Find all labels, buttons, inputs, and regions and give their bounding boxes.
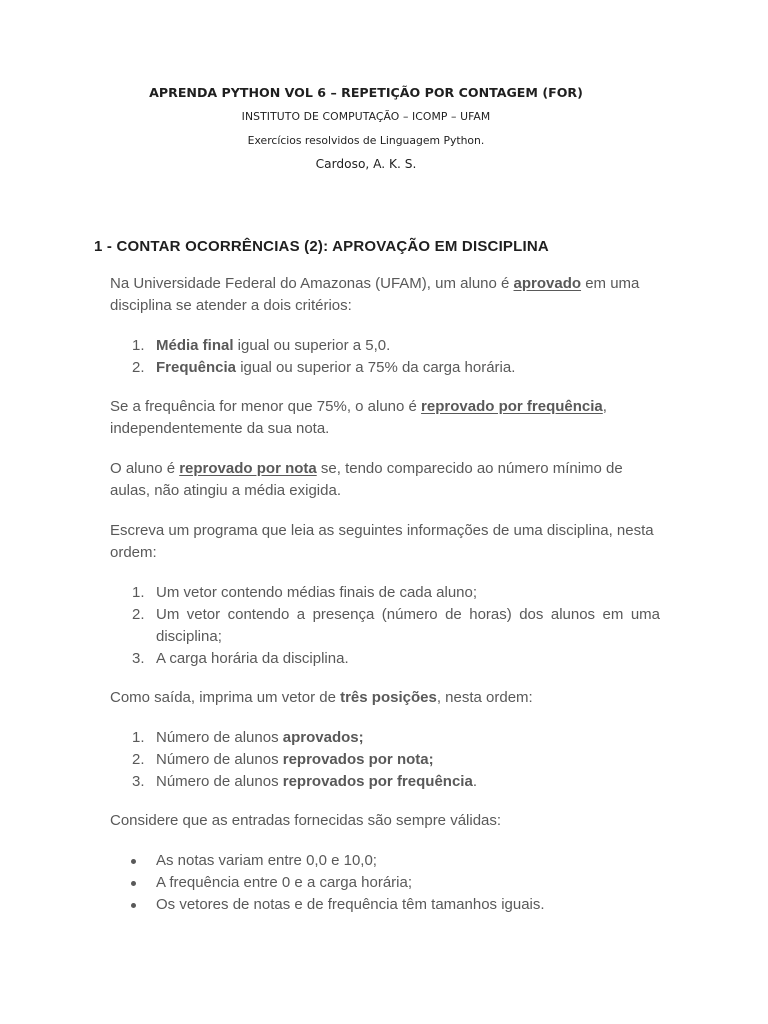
inputs-list bbox=[110, 582, 660, 670]
list-item-text: . bbox=[472, 773, 477, 790]
paragraph-text: se, tendo comparecido ao número mínimo de aulas, não atingiu a média exigida. bbox=[110, 460, 623, 499]
list-number: 3. bbox=[132, 650, 145, 667]
list-item bbox=[110, 850, 660, 872]
list-item bbox=[110, 357, 660, 379]
emphasis-reprovado-nota: reprovado por nota bbox=[179, 460, 317, 477]
list-number: 2. bbox=[132, 751, 145, 768]
institute-name: INSTITUTO DE COMPUTAÇÃO – ICOMP – UFAM bbox=[241, 110, 491, 123]
list-item-bold: Média final bbox=[156, 337, 234, 354]
list-item-text: As notas variam entre 0,0 e 10,0; bbox=[156, 852, 377, 869]
author-name: Cardoso, A. K. S. bbox=[315, 157, 417, 171]
paragraph-program-statement: Escreva um programa que leia as seguintes informações de uma disciplina, nesta ordem: bbox=[110, 522, 654, 561]
paragraph-text: Como saída, imprima um vetor de bbox=[110, 689, 341, 706]
list-item-text: Os vetores de notas e de frequência têm tamanhos iguais. bbox=[156, 896, 545, 913]
list-item-text: A carga horária da disciplina. bbox=[156, 650, 349, 667]
list-number: 2. bbox=[132, 359, 145, 376]
document-subtitle: Exercícios resolvidos de Linguagem Python. bbox=[247, 134, 485, 147]
list-item bbox=[110, 335, 660, 357]
paragraph-frequency-failure bbox=[110, 396, 660, 440]
list-item-text: A frequência entre 0 e a carga horária; bbox=[156, 874, 412, 891]
paragraph-text: Na Universidade Federal do Amazonas (UFAM), um aluno é bbox=[110, 275, 514, 292]
bullet-icon bbox=[131, 881, 136, 886]
list-item-text: Um vetor contendo médias finais de cada aluno; bbox=[156, 584, 478, 601]
emphasis-aprovado: aprovado bbox=[513, 275, 582, 292]
list-item-bold: Frequência bbox=[156, 359, 237, 376]
paragraph-text: Se a frequência for menor que 75%, o aluno é bbox=[110, 398, 422, 415]
paragraph-grade-failure bbox=[110, 458, 660, 502]
list-number: 1. bbox=[132, 729, 145, 746]
paragraph-text: , nesta ordem: bbox=[436, 689, 533, 706]
list-item bbox=[110, 771, 660, 793]
list-item-bold: aprovados; bbox=[282, 729, 364, 746]
list-item-text: igual ou superior a 75% da carga horária. bbox=[236, 359, 516, 376]
list-item-text: Número de alunos bbox=[156, 729, 283, 746]
paragraph-output-statement bbox=[110, 687, 660, 709]
bullet-icon bbox=[131, 859, 136, 864]
list-item bbox=[110, 582, 660, 604]
list-number: 2. bbox=[132, 606, 145, 623]
list-item-bold: reprovados por nota; bbox=[282, 751, 434, 768]
list-number: 1. bbox=[132, 584, 145, 601]
list-item-text: Número de alunos bbox=[156, 773, 283, 790]
emphasis-tres-posicoes: três posições bbox=[340, 689, 437, 706]
paragraph-text: em uma disciplina se atender a dois critérios: bbox=[110, 275, 640, 314]
paragraph-approval-criteria bbox=[110, 273, 660, 317]
paragraph-valid-inputs: Considere que as entradas fornecidas são sempre válidas: bbox=[110, 812, 502, 829]
list-item bbox=[110, 872, 660, 894]
list-number: 1. bbox=[132, 337, 145, 354]
list-item bbox=[110, 727, 660, 749]
constraints-list bbox=[110, 850, 660, 916]
list-item-text: Número de alunos bbox=[156, 751, 283, 768]
bullet-icon bbox=[131, 903, 136, 908]
criteria-list bbox=[110, 335, 660, 379]
list-item bbox=[110, 604, 660, 648]
paragraph-text: , independentemente da sua nota. bbox=[110, 398, 607, 437]
list-item bbox=[110, 749, 660, 771]
section-title: 1 - CONTAR OCORRÊNCIAS (2): APROVAÇÃO EM DISCIPLINA bbox=[94, 238, 549, 255]
emphasis-reprovado-frequencia: reprovado por frequência bbox=[421, 398, 603, 415]
list-item bbox=[110, 648, 660, 670]
list-item-bold: reprovados por frequência bbox=[282, 773, 473, 790]
list-item-text: igual ou superior a 5,0. bbox=[233, 337, 391, 354]
outputs-list bbox=[110, 727, 660, 793]
list-number: 3. bbox=[132, 773, 145, 790]
paragraph-text: O aluno é bbox=[110, 460, 180, 477]
list-item bbox=[110, 894, 660, 916]
document-title: APRENDA PYTHON VOL 6 – REPETIÇÃO POR CONTAGEM (FOR) bbox=[149, 85, 583, 100]
list-item-text: Um vetor contendo a presença (número de horas) dos alunos em uma disciplina; bbox=[156, 606, 660, 645]
